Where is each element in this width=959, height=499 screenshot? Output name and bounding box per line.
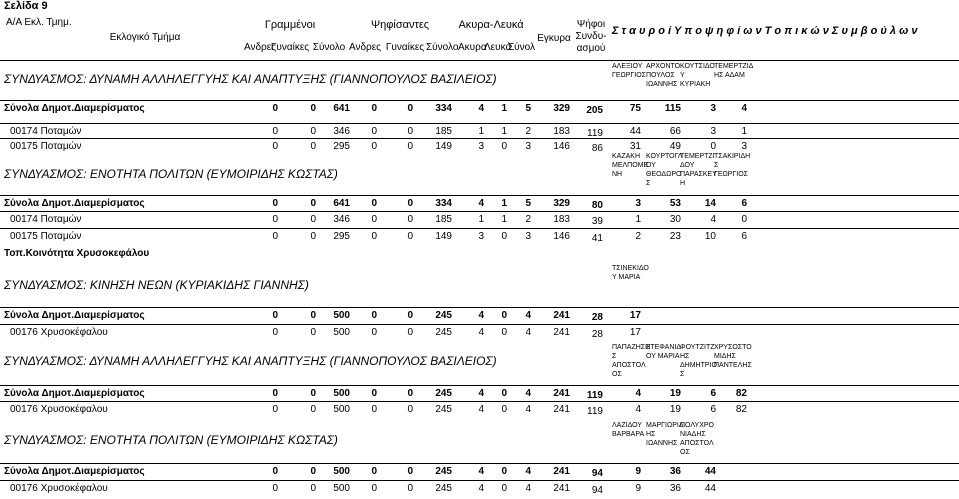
total-row-val: 0 bbox=[407, 310, 413, 321]
total-row-coal: 80 bbox=[591, 200, 603, 211]
subheader-3: Ανδρες bbox=[348, 42, 382, 53]
total-row-val: 0 bbox=[501, 310, 507, 321]
header-candidates-title: Σ τ α υ ρ ο ί Υ π ο ψ η φ ί ω ν Τ ο π ι κ ώ ν Σ υ μ β ο ύ λ ω ν bbox=[612, 25, 918, 37]
data-row-val: 241 bbox=[553, 327, 570, 338]
data-row-val: 185 bbox=[435, 126, 452, 137]
data-row-coal: 119 bbox=[587, 406, 603, 417]
subheader-1: Γυναίκες bbox=[270, 42, 310, 53]
data-row-val: 1 bbox=[501, 214, 507, 225]
data-row-val: 241 bbox=[553, 404, 570, 415]
page-label: Σελίδα 9 bbox=[4, 0, 48, 12]
total-row-val: 4 bbox=[525, 310, 531, 321]
data-row-val: 295 bbox=[333, 231, 350, 242]
total-row-val: 0 bbox=[501, 466, 507, 477]
candidate-name: ΑΡΧΟΝΤΟ ΠΟΥΛΟΣ ΙΩΑΝΝΗΣ bbox=[646, 63, 681, 88]
data-row-val: 185 bbox=[435, 214, 452, 225]
data-row-val: 0 bbox=[501, 231, 507, 242]
data-row-val: 0 bbox=[371, 231, 377, 242]
candidate-name: ΦΟΥΤΖΙΤΖ ΗΣ ΔΗΜΗΤΡΙΟ Σ bbox=[680, 344, 717, 378]
total-row-val: 500 bbox=[333, 388, 350, 399]
data-row-val: 0 bbox=[272, 214, 278, 225]
total-row-cand: 82 bbox=[735, 388, 747, 399]
data-row-val: 4 bbox=[478, 327, 484, 338]
candidate-name: ΤΣΙΝΕΚΙΔΟ Υ ΜΑΡΙΑ bbox=[612, 265, 649, 281]
total-row-val: 5 bbox=[525, 198, 531, 209]
data-row-val: 0 bbox=[407, 141, 413, 152]
candidate-name: ΛΑΖΙΔΟΥ ΒΑΡΒΑΡΑ bbox=[612, 422, 645, 438]
total-row-cand: 53 bbox=[669, 198, 681, 209]
row-code: 00176 Χρυσοκέφαλου bbox=[10, 404, 108, 415]
total-row-val: 500 bbox=[333, 310, 350, 321]
total-row-cand: 3 bbox=[710, 103, 716, 114]
row-code: 00176 Χρυσοκέφαλου bbox=[10, 327, 108, 338]
data-row-cand: 10 bbox=[704, 231, 716, 242]
data-row-val: 0 bbox=[371, 214, 377, 225]
data-row-val: 0 bbox=[407, 404, 413, 415]
data-row-val: 0 bbox=[501, 141, 507, 152]
data-row-val: 1 bbox=[478, 126, 484, 137]
data-row-val: 241 bbox=[553, 483, 570, 494]
data-row-val: 1 bbox=[501, 126, 507, 137]
data-row-val: 0 bbox=[272, 404, 278, 415]
data-row-val: 3 bbox=[478, 141, 484, 152]
data-row-cand: 17 bbox=[629, 327, 641, 338]
data-row-val: 0 bbox=[371, 141, 377, 152]
row-code: 00175 Ποταμών bbox=[10, 141, 82, 152]
total-row-val: 4 bbox=[525, 466, 531, 477]
data-row-cand: 49 bbox=[669, 141, 681, 152]
data-row-val: 500 bbox=[333, 327, 350, 338]
subheader-6: Ακυρα bbox=[458, 42, 487, 53]
data-row-val: 346 bbox=[333, 214, 350, 225]
data-row-cand: 3 bbox=[741, 141, 747, 152]
total-row-val: 0 bbox=[272, 466, 278, 477]
data-row-val: 3 bbox=[525, 141, 531, 152]
data-row-cand: 3 bbox=[710, 126, 716, 137]
total-row-val: 5 bbox=[525, 103, 531, 114]
total-row-val: 4 bbox=[478, 103, 484, 114]
candidate-name: ΣΤΕΦΑΝΙΔ ΟΥ ΜΑΡΙΑ bbox=[646, 344, 681, 360]
data-row-cand: 31 bbox=[629, 141, 641, 152]
total-row-val: 0 bbox=[371, 103, 377, 114]
header-valid: Εγκυρα bbox=[537, 33, 571, 44]
total-row-val: 0 bbox=[407, 466, 413, 477]
total-row-cand: 9 bbox=[635, 466, 641, 477]
data-row-val: 0 bbox=[407, 327, 413, 338]
candidate-name: ΤΕΜΕΡΤΖΙ ΔΟΥ ΠΑΡΑΣΚΕΥ Η bbox=[680, 153, 717, 187]
subheader-2: Σύνολο bbox=[312, 42, 346, 53]
total-row-val: 4 bbox=[478, 310, 484, 321]
data-row-cand: 36 bbox=[669, 483, 681, 494]
subheader-4: Γυναίκες bbox=[385, 42, 425, 53]
data-row-val: 0 bbox=[407, 214, 413, 225]
data-row-cand: 9 bbox=[635, 483, 641, 494]
row-code: 00176 Χρυσοκέφαλου bbox=[10, 483, 108, 494]
data-row-val: 245 bbox=[435, 483, 452, 494]
total-row-val: 241 bbox=[553, 310, 570, 321]
total-row-val: 0 bbox=[310, 310, 316, 321]
row-code: 00175 Ποταμών bbox=[10, 231, 82, 242]
total-row-val: 241 bbox=[553, 466, 570, 477]
coalition-name: ΣΥΝΔΥΑΣΜΟΣ: ΕΝΟΤΗΤΑ ΠΟΛΙΤΩΝ (ΕΥΜΟΙΡΙΔΗΣ ΚΩΣΤΑΣ) bbox=[4, 433, 338, 447]
data-row-coal: 41 bbox=[591, 233, 603, 244]
total-row-cand: 115 bbox=[664, 103, 681, 114]
total-row-coal: 205 bbox=[586, 105, 603, 116]
data-row-cand: 0 bbox=[741, 214, 747, 225]
candidate-name: ΤΕΜΕΡΤΖΙΔ ΗΣ ΑΔΑΜ bbox=[714, 63, 753, 79]
total-row-val: 0 bbox=[310, 103, 316, 114]
row-code: 00174 Ποταμών bbox=[10, 126, 82, 137]
data-row-val: 149 bbox=[435, 141, 452, 152]
coalition-name: ΣΥΝΔΥΑΣΜΟΣ: ΚΙΝΗΣΗ ΝΕΩΝ (ΚΥΡΙΑΚΙΔΗΣ ΓΙΑΝΝΗΣ) bbox=[4, 278, 309, 292]
total-row-val: 0 bbox=[501, 388, 507, 399]
subheader-8: Σύνολ bbox=[508, 42, 536, 53]
total-row-val: 500 bbox=[333, 466, 350, 477]
total-row-val: 0 bbox=[310, 466, 316, 477]
total-row-val: 329 bbox=[553, 198, 570, 209]
total-row-cand: 19 bbox=[669, 388, 681, 399]
total-row-val: 0 bbox=[272, 103, 278, 114]
header-registered: Γραμμένοι bbox=[264, 19, 316, 31]
data-row-val: 1 bbox=[478, 214, 484, 225]
total-row-val: 0 bbox=[310, 198, 316, 209]
data-row-cand: 4 bbox=[710, 214, 716, 225]
candidate-name: ΠΟΛΥΧΡΟ ΝΙΑΔΗΣ ΑΠΟΣΤΟΛ ΟΣ bbox=[680, 422, 714, 456]
data-row-val: 149 bbox=[435, 231, 452, 242]
candidate-name: ΜΑΡΓΙΩΡΙΔ ΗΣ ΙΩΑΝΝΗΣ bbox=[646, 422, 684, 447]
data-row-val: 0 bbox=[501, 404, 507, 415]
header-coalition-votes: Ψήφοι Συνδυ-ασμού bbox=[575, 19, 607, 54]
total-row-val: 0 bbox=[371, 310, 377, 321]
data-row-val: 245 bbox=[435, 327, 452, 338]
header-section: Εκλογικό Τμήμα bbox=[109, 32, 181, 43]
data-row-val: 0 bbox=[272, 126, 278, 137]
candidate-name: ΠΑΠΑΖΗΣΗ Σ ΑΠΟΣΤΟΛ ΟΣ bbox=[612, 344, 651, 378]
data-row-val: 0 bbox=[371, 126, 377, 137]
data-row-cand: 1 bbox=[741, 126, 747, 137]
data-row-val: 0 bbox=[272, 327, 278, 338]
total-row-cand: 36 bbox=[669, 466, 681, 477]
total-row-val: 334 bbox=[435, 198, 452, 209]
total-row-coal: 119 bbox=[586, 390, 603, 401]
header-invalid-blank: Ακυρα-Λευκά bbox=[458, 19, 524, 31]
data-row-val: 0 bbox=[310, 141, 316, 152]
data-row-val: 3 bbox=[478, 231, 484, 242]
data-row-cand: 23 bbox=[669, 231, 681, 242]
data-row-cand: 6 bbox=[710, 404, 716, 415]
data-row-val: 0 bbox=[407, 231, 413, 242]
subheader-7: Λευκά bbox=[484, 42, 512, 53]
row-code: 00174 Ποταμών bbox=[10, 214, 82, 225]
total-row-val: 245 bbox=[435, 310, 452, 321]
total-row-cand: 3 bbox=[635, 198, 641, 209]
total-label: Σύνολα Δημοτ.Διαμερίσματος bbox=[4, 310, 145, 321]
total-row-val: 0 bbox=[371, 198, 377, 209]
data-row-cand: 19 bbox=[669, 404, 681, 415]
candidate-name: ΑΛΕΞΙΟΥ ΓΕΩΡΓΙΟΣ bbox=[612, 63, 646, 79]
data-row-coal: 86 bbox=[591, 143, 603, 154]
data-row-val: 4 bbox=[525, 327, 531, 338]
data-row-val: 183 bbox=[553, 214, 570, 225]
candidate-name: ΤΣΑΚΙΡΙΔΗ Σ ΓΕΩΡΓΙΟΣ bbox=[714, 153, 751, 178]
total-row-cand: 6 bbox=[741, 198, 747, 209]
data-row-cand: 44 bbox=[704, 483, 716, 494]
total-row-val: 0 bbox=[407, 388, 413, 399]
subheader-5: Σύνολο bbox=[426, 42, 459, 53]
total-row-cand: 44 bbox=[704, 466, 716, 477]
total-row-cand: 75 bbox=[629, 103, 641, 114]
data-row-val: 4 bbox=[478, 404, 484, 415]
data-row-coal: 28 bbox=[591, 329, 603, 340]
data-row-val: 0 bbox=[310, 231, 316, 242]
data-row-val: 0 bbox=[371, 327, 377, 338]
data-row-val: 245 bbox=[435, 404, 452, 415]
total-row-val: 1 bbox=[501, 103, 507, 114]
data-row-val: 295 bbox=[333, 141, 350, 152]
data-row-val: 346 bbox=[333, 126, 350, 137]
data-row-val: 0 bbox=[371, 404, 377, 415]
data-row-val: 3 bbox=[525, 231, 531, 242]
data-row-cand: 66 bbox=[669, 126, 681, 137]
data-row-cand: 30 bbox=[669, 214, 681, 225]
total-row-val: 641 bbox=[333, 103, 350, 114]
total-row-cand: 14 bbox=[704, 198, 716, 209]
total-label: Σύνολα Δημοτ.Διαμερίσματος bbox=[4, 103, 145, 114]
total-row-val: 0 bbox=[272, 310, 278, 321]
total-row-cand: 6 bbox=[710, 388, 716, 399]
header-aa: Α/Α Εκλ. Τμημ. bbox=[6, 17, 72, 28]
data-row-val: 146 bbox=[553, 141, 570, 152]
total-row-val: 0 bbox=[407, 198, 413, 209]
candidate-name: ΧΡΥΣΟΣΤΟ ΜΙΔΗΣ ΠΑΝΤΕΛΗΣ bbox=[714, 344, 752, 369]
data-row-cand: 2 bbox=[635, 231, 641, 242]
total-row-cand: 4 bbox=[635, 388, 641, 399]
data-row-val: 4 bbox=[525, 483, 531, 494]
total-row-val: 0 bbox=[310, 388, 316, 399]
total-row-val: 4 bbox=[478, 198, 484, 209]
data-row-val: 0 bbox=[310, 126, 316, 137]
total-row-val: 0 bbox=[407, 103, 413, 114]
data-row-val: 2 bbox=[525, 214, 531, 225]
data-row-coal: 39 bbox=[591, 216, 603, 227]
coalition-name: ΣΥΝΔΥΑΣΜΟΣ: ΔΥΝΑΜΗ ΑΛΛΗΛΕΓΓΥΗΣ ΚΑΙ ΑΝΑΠΤΥΞΗΣ (ΓΙΑΝΝΟΠΟΥΛΟΣ ΒΑΣΙΛΕΙΟΣ) bbox=[4, 354, 497, 368]
community-label: Τοπ.Κοινότητα Χρυσοκεφάλου bbox=[4, 248, 150, 259]
total-row-val: 0 bbox=[272, 388, 278, 399]
total-row-val: 334 bbox=[435, 103, 452, 114]
total-row-val: 4 bbox=[478, 388, 484, 399]
data-row-coal: 94 bbox=[591, 485, 603, 496]
data-row-val: 0 bbox=[272, 231, 278, 242]
data-row-val: 0 bbox=[272, 483, 278, 494]
total-row-val: 0 bbox=[371, 388, 377, 399]
data-row-val: 0 bbox=[310, 483, 316, 494]
data-row-cand: 44 bbox=[629, 126, 641, 137]
data-row-val: 0 bbox=[407, 483, 413, 494]
data-row-val: 0 bbox=[272, 141, 278, 152]
total-row-cand: 17 bbox=[629, 310, 641, 321]
total-row-val: 241 bbox=[553, 388, 570, 399]
data-row-val: 0 bbox=[310, 327, 316, 338]
total-row-val: 1 bbox=[501, 198, 507, 209]
candidate-name: ΚΟΥΤΣΙΔΟ Υ ΚΥΡΙΑΚΗ bbox=[680, 63, 715, 88]
total-row-val: 0 bbox=[272, 198, 278, 209]
data-row-val: 0 bbox=[371, 483, 377, 494]
data-row-val: 0 bbox=[310, 214, 316, 225]
total-row-val: 641 bbox=[333, 198, 350, 209]
total-row-coal: 94 bbox=[591, 468, 603, 479]
coalition-name: ΣΥΝΔΥΑΣΜΟΣ: ΔΥΝΑΜΗ ΑΛΛΗΛΕΓΓΥΗΣ ΚΑΙ ΑΝΑΠΤΥΞΗΣ (ΓΙΑΝΝΟΠΟΥΛΟΣ ΒΑΣΙΛΕΙΟΣ) bbox=[4, 72, 497, 86]
data-row-val: 0 bbox=[310, 404, 316, 415]
data-row-cand: 82 bbox=[735, 404, 747, 415]
data-row-cand: 4 bbox=[635, 404, 641, 415]
total-row-val: 4 bbox=[478, 466, 484, 477]
total-row-val: 4 bbox=[525, 388, 531, 399]
data-row-cand: 6 bbox=[741, 231, 747, 242]
subheader-0: Ανδρες bbox=[244, 42, 277, 53]
data-row-val: 0 bbox=[407, 126, 413, 137]
data-row-cand: 1 bbox=[635, 214, 641, 225]
data-row-val: 2 bbox=[525, 126, 531, 137]
data-row-cand: 0 bbox=[710, 141, 716, 152]
total-label: Σύνολα Δημοτ.Διαμερίσματος bbox=[4, 198, 145, 209]
total-label: Σύνολα Δημοτ.Διαμερίσματος bbox=[4, 466, 145, 477]
data-row-val: 183 bbox=[553, 126, 570, 137]
total-row-coal: 28 bbox=[591, 312, 603, 323]
total-row-cand: 4 bbox=[741, 103, 747, 114]
data-row-val: 4 bbox=[478, 483, 484, 494]
total-row-val: 329 bbox=[553, 103, 570, 114]
total-row-val: 245 bbox=[435, 388, 452, 399]
total-row-val: 0 bbox=[371, 466, 377, 477]
data-row-val: 0 bbox=[501, 327, 507, 338]
coalition-name: ΣΥΝΔΥΑΣΜΟΣ: ΕΝΟΤΗΤΑ ΠΟΛΙΤΩΝ (ΕΥΜΟΙΡΙΔΗΣ ΚΩΣΤΑΣ) bbox=[4, 167, 338, 181]
data-row-coal: 119 bbox=[587, 128, 603, 139]
data-row-val: 500 bbox=[333, 483, 350, 494]
data-row-val: 500 bbox=[333, 404, 350, 415]
data-row-val: 146 bbox=[553, 231, 570, 242]
candidate-name: ΚΟΥΡΤΟΓΛ ΟΥ ΘΕΟΔΩΡΟ Σ bbox=[646, 153, 683, 187]
total-label: Σύνολα Δημοτ.Διαμερίσματος bbox=[4, 388, 145, 399]
candidate-name: ΚΑΖΑΚΗ ΜΕΛΠΟΜΕ ΝΗ bbox=[612, 153, 649, 178]
total-row-val: 245 bbox=[435, 466, 452, 477]
data-row-val: 0 bbox=[501, 483, 507, 494]
header-voted: Ψηφίσαντες bbox=[370, 19, 430, 31]
data-row-val: 4 bbox=[525, 404, 531, 415]
